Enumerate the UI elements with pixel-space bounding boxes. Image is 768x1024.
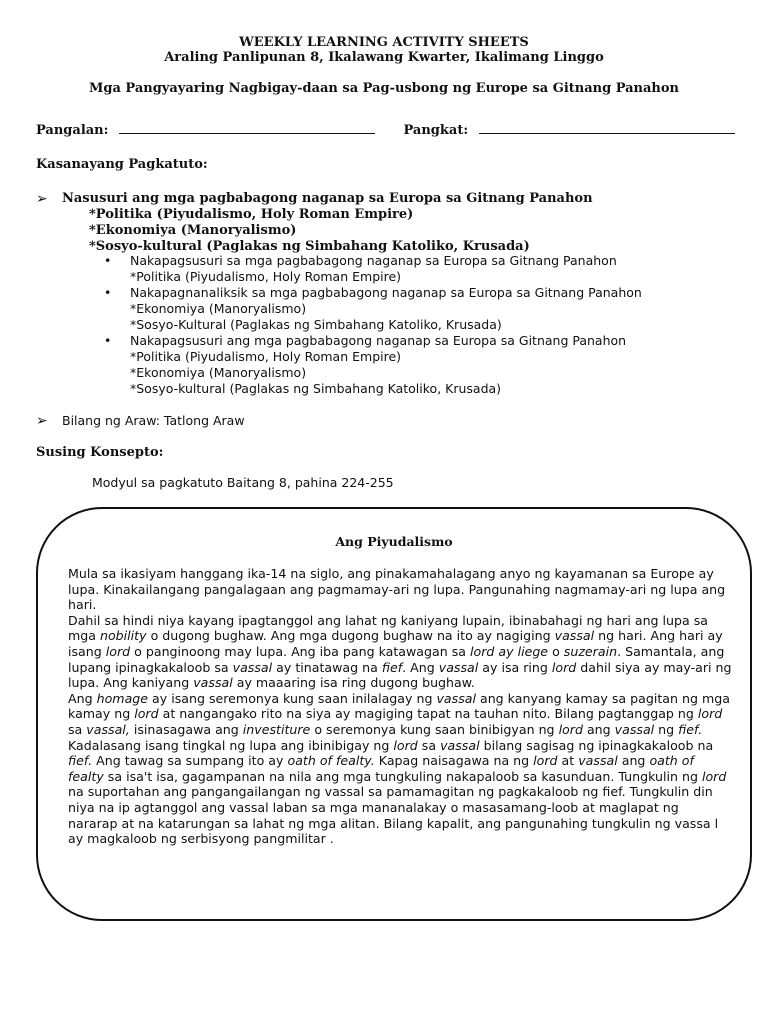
competency-main bbox=[62, 191, 593, 255]
competency-bullet-list bbox=[104, 253, 642, 397]
student-fields bbox=[36, 122, 735, 138]
competency-main-text: Nasusuri ang mga pagbabagong naganap sa Europa sa Gitnang Panahon bbox=[62, 191, 593, 206]
reading-paragraph: Dahil sa hindi niya kayang ipagtanggol ang lahat ng kaniyang lupain, ibinabahagi ng hari ang lupa sa mga nobility o dugong bughaw. Ang mga dugong bughaw na ito ay nagiging vassal ng hari. Ang hari ay isang lord o panginoong may lupa. Ang iba pang katawagan sa lord ay liege o suzerain. Samantala, ang lupang ipinagkakaloob sa vassal ay tinatawag na fief. Ang vassal ay isa ring lord dahil siya ay may-ari ng lupa. Ang kaniyang vassal ay maaaring isa ring dugong bughaw. bbox=[68, 612, 732, 691]
list-item: • Nakapagsusuri sa mga pagbabagong naganap sa Europa sa Gitnang Panahon *Politika (Piyudalismo, Holy Roman Empire) bbox=[104, 253, 617, 284]
lesson-title: Mga Pangyayaring Nagbigay-daan sa Pag-usbong ng Europe sa Gitnang Panahon bbox=[88, 81, 680, 96]
bullet-dot-icon: • bbox=[104, 253, 112, 268]
competency-heading: Kasanayang Pagkatuto: bbox=[36, 157, 208, 172]
competency-sub-economy: *Ekonomiya (Manoryalismo) bbox=[89, 223, 297, 238]
name-label: Pangalan: bbox=[36, 123, 109, 138]
competency-sub-sociocultural: *Sosyo-kultural (Paglakas ng Simbahang Katoliko, Krusada) bbox=[89, 239, 530, 254]
arrow-bullet-icon: ➢ bbox=[36, 191, 48, 207]
sheet-header-title: WEEKLY LEARNING ACTIVITY SHEETS bbox=[239, 35, 529, 50]
bullet-dot-icon: • bbox=[104, 285, 112, 300]
reading-body bbox=[68, 566, 732, 847]
competency-sub-politics: *Politika (Piyudalismo, Holy Roman Empire) bbox=[89, 207, 414, 222]
reading-paragraph: Mula sa ikasiyam hanggang ika-14 na siglo, ang pinakamahalagang anyo ng kayamanan sa Europe ay lupa. Kinakailangang pangalagaan ang pagmamay-ari ng lupa. Pangunahing nagmamay-ari ng lupa ang hari. bbox=[68, 566, 726, 613]
sheet-header-subtitle: Araling Panlipunan 8, Ikalawang Kwarter, Ikalimang Linggo bbox=[164, 50, 604, 65]
bullet-dot-icon: • bbox=[104, 333, 112, 348]
arrow-bullet-icon: ➢ bbox=[36, 413, 48, 429]
group-label: Pangkat: bbox=[403, 123, 469, 138]
key-concept-heading: Susing Konsepto: bbox=[36, 445, 164, 460]
reading-title: Ang Piyudalismo bbox=[335, 534, 453, 549]
group-field[interactable] bbox=[479, 122, 735, 134]
name-field[interactable] bbox=[119, 122, 375, 134]
number-of-days: Bilang ng Araw: Tatlong Araw bbox=[62, 413, 245, 428]
list-item: • Nakapagnanaliksik sa mga pagbabagong naganap sa Europa sa Gitnang Panahon *Ekonomiya (Manoryalismo) *Sosyo-Kultural (Paglakas ng Simbahang Katoliko, Krusada) bbox=[104, 285, 642, 332]
list-item: • Nakapagsusuri ang mga pagbabagong naganap sa Europa sa Gitnang Panahon *Politika (Piyudalismo, Holy Roman Empire) *Ekonomiya (Manoryalismo) *Sosyo-kultural (Paglakas ng Simbahang Katoliko, Krusada) bbox=[104, 333, 627, 396]
module-reference: Modyul sa pagkatuto Baitang 8, pahina 224-255 bbox=[92, 475, 394, 490]
reading-paragraph: Ang homage ay isang seremonya kung saan inilalagay ng vassal ang kanyang kamay sa pagitan ng mga kamay ng lord at nangangako rito na siya ay magiging tapat na tauhan nito. Bilang pagtanggap ng lord sa vassal, isinasagawa ang investiture o seremonya kung saan binibigyan ng lord ang vassal ng fief. Kadalasang isang tingkal ng lupa ang ibinibigay ng lord sa vassal bilang sagisag ng ipinagkakaloob na fief. Ang tawag sa sumpang ito ay oath of fealty. Kapag naisagawa na ng lord at vassal ang oath of fealty sa isa't isa, gagampanan na nila ang mga tungkuling nakapaloob sa kasunduan. Tungkulin ng lord na suportahan ang pangangailangan ng vassal sa pamamagitan ng pagkakaloob ng fief. Tungkulin din niya na ip agtanggol ang vassal laban sa mga mananalakay o masasamang-loob at maglapat ng nararap at na katarungan sa lahat ng mga alitan. Bilang kapalit, ang pangunahing tungkulin ng vassa l ay magkaloob ng serbisyong pangmilitar . bbox=[68, 690, 730, 847]
